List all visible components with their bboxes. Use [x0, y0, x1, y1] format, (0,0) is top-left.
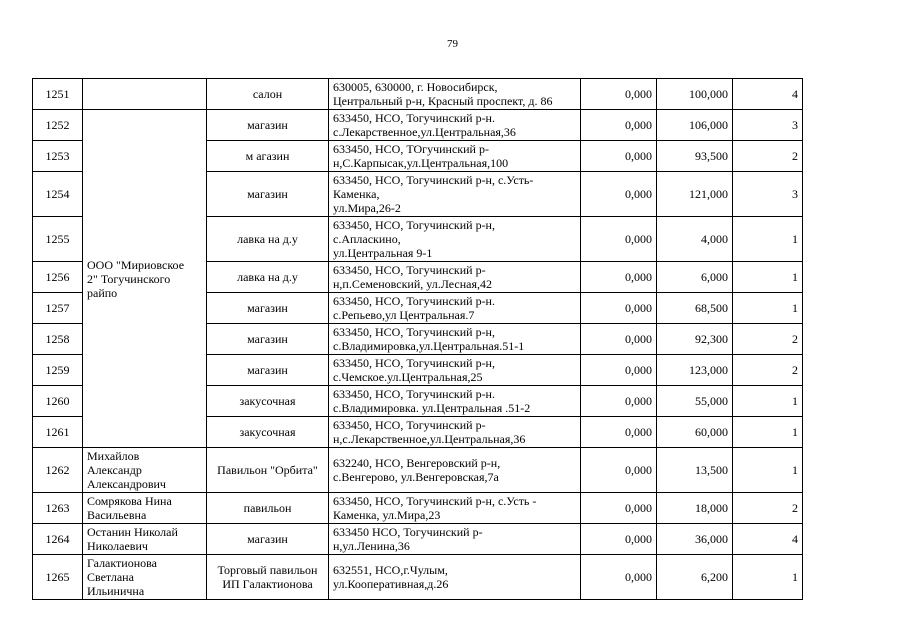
- value-2: 6,200: [657, 555, 733, 600]
- cell-line: 632551, НСО,г.Чулым,: [333, 563, 448, 577]
- table-row: [33, 493, 803, 524]
- cell-line: н,п.Семеновский, ул.Лесная,42: [333, 277, 492, 291]
- object-type: Павильон "Орбита": [207, 448, 329, 493]
- address-cell: [329, 79, 581, 110]
- value-3: 3: [733, 172, 803, 217]
- cell-line: 632240, НСО, Венгеровский р-н,: [333, 456, 501, 470]
- cell-line: Светлана: [87, 570, 134, 584]
- cell-line: 633450, НСО, Тогучинский р-н.: [333, 111, 495, 125]
- address-cell: [329, 417, 581, 448]
- cell-line: 630005, 630000, г. Новосибирск,: [333, 80, 498, 94]
- organization-cell: [83, 448, 207, 493]
- value-2: 92,300: [657, 324, 733, 355]
- address-cell: [329, 386, 581, 417]
- address-cell: [329, 217, 581, 262]
- cell-line: ООО "Мириовское: [87, 257, 185, 272]
- value-1: 0,000: [581, 141, 657, 172]
- cell-line: с.Апласкино,: [333, 232, 401, 246]
- cell-line: Михайлов: [87, 449, 140, 463]
- value-1: 0,000: [581, 172, 657, 217]
- object-type: павильон: [207, 493, 329, 524]
- cell-line: с.Владимировка. ул.Центральная .51-2: [333, 401, 531, 415]
- object-type: лавка на д.у: [207, 262, 329, 293]
- value-1: 0,000: [581, 493, 657, 524]
- value-3: 2: [733, 141, 803, 172]
- cell-line: 633450, НСО, Тогучинский р-н,: [333, 356, 495, 370]
- cell-line: Васильевна: [87, 508, 147, 522]
- object-type: салон: [207, 79, 329, 110]
- organization-cell: [83, 493, 207, 524]
- row-number: 1259: [33, 355, 83, 386]
- cell-line: 633450, НСО, Тогучинский р-н, с.Усть -: [333, 494, 537, 508]
- address-cell: [329, 293, 581, 324]
- object-type: магазин: [207, 324, 329, 355]
- value-2: 68,500: [657, 293, 733, 324]
- value-1: 0,000: [581, 217, 657, 262]
- value-1: 0,000: [581, 555, 657, 600]
- cell-line: ИП Галактионова: [222, 577, 313, 591]
- cell-line: райпо: [87, 285, 118, 300]
- cell-line: н,С.Карпысак,ул.Центральная,100: [333, 156, 509, 170]
- value-1: 0,000: [581, 386, 657, 417]
- value-3: 3: [733, 110, 803, 141]
- cell-line: Ильинична: [87, 584, 145, 598]
- cell-line: Каменка, ул.Мира,23: [333, 508, 441, 522]
- value-2: 13,500: [657, 448, 733, 493]
- value-3: 2: [733, 493, 803, 524]
- object-type: магазин: [207, 293, 329, 324]
- row-number: 1262: [33, 448, 83, 493]
- value-1: 0,000: [581, 524, 657, 555]
- value-2: 123,000: [657, 355, 733, 386]
- value-3: 1: [733, 293, 803, 324]
- row-number: 1258: [33, 324, 83, 355]
- cell-line: с.Венгерово, ул.Венгеровская,7а: [333, 470, 499, 484]
- table-row: [33, 555, 803, 600]
- cell-line: 633450 НСО, Тогучинский р-: [333, 525, 483, 539]
- row-number: 1255: [33, 217, 83, 262]
- value-1: 0,000: [581, 417, 657, 448]
- value-1: 0,000: [581, 324, 657, 355]
- cell-line: с.Чемское.ул.Центральная,25: [333, 370, 483, 384]
- row-number: 1257: [33, 293, 83, 324]
- object-type: лавка на д.у: [207, 217, 329, 262]
- address-cell: [329, 110, 581, 141]
- table-row: [33, 448, 803, 493]
- value-2: 36,000: [657, 524, 733, 555]
- address-cell: [329, 172, 581, 217]
- object-type: [207, 555, 329, 600]
- value-1: 0,000: [581, 448, 657, 493]
- value-2: 100,000: [657, 79, 733, 110]
- object-type: магазин: [207, 355, 329, 386]
- cell-line: 633450, НСО, Тогучинский р-н.: [333, 387, 495, 401]
- value-2: 106,000: [657, 110, 733, 141]
- cell-line: н,с.Лекарственное,ул.Центральная,36: [333, 432, 526, 446]
- address-cell: [329, 324, 581, 355]
- organization-cell: [83, 524, 207, 555]
- address-cell: [329, 355, 581, 386]
- cell-line: Галактионова: [87, 556, 157, 570]
- object-type: закусочная: [207, 386, 329, 417]
- organization-cell: [83, 110, 207, 448]
- cell-line: 633450, НСО, Тогучинский р-н,: [333, 218, 495, 232]
- cell-line: с.Владимировка,ул.Центральная.51-1: [333, 339, 525, 353]
- value-2: 18,000: [657, 493, 733, 524]
- page-number: 79: [447, 38, 458, 50]
- row-number: 1254: [33, 172, 83, 217]
- object-type: магазин: [207, 172, 329, 217]
- object-type: магазин: [207, 110, 329, 141]
- value-3: 4: [733, 79, 803, 110]
- registry-table: [32, 78, 803, 600]
- value-2: 55,000: [657, 386, 733, 417]
- value-2: 6,000: [657, 262, 733, 293]
- cell-line: с.Лекарственное,ул.Центральная,36: [333, 125, 516, 139]
- cell-line: 633450, НСО, Тогучинский р-: [333, 418, 486, 432]
- row-number: 1265: [33, 555, 83, 600]
- value-3: 1: [733, 448, 803, 493]
- address-cell: [329, 141, 581, 172]
- value-1: 0,000: [581, 293, 657, 324]
- object-type: м агазин: [207, 141, 329, 172]
- cell-line: Александрович: [87, 477, 166, 491]
- value-2: 4,000: [657, 217, 733, 262]
- cell-line: 633450, НСО, Тогучинский р-н,: [333, 325, 495, 339]
- cell-line: 633450, НСО, ТОгучинский р-: [333, 142, 489, 156]
- cell-line: 633450, НСО, Тогучинский р-: [333, 263, 486, 277]
- cell-line: Останин Николай: [87, 525, 178, 539]
- cell-line: Сомрякова Нина: [87, 494, 172, 508]
- cell-line: ул.Мира,26-2: [333, 201, 401, 215]
- cell-line: ул.Кооперативная,д.26: [333, 577, 449, 591]
- value-3: 1: [733, 262, 803, 293]
- organization-cell: [83, 79, 207, 110]
- value-1: 0,000: [581, 355, 657, 386]
- row-number: 1260: [33, 386, 83, 417]
- row-number: 1264: [33, 524, 83, 555]
- organization-cell: [83, 555, 207, 600]
- address-cell: [329, 262, 581, 293]
- value-2: 121,000: [657, 172, 733, 217]
- address-cell: [329, 524, 581, 555]
- cell-line: 633450, НСО, Тогучинский р-н, с.Усть-: [333, 173, 534, 187]
- row-number: 1252: [33, 110, 83, 141]
- row-number: 1251: [33, 79, 83, 110]
- cell-line: н,ул.Ленина,36: [333, 539, 410, 553]
- row-number: 1253: [33, 141, 83, 172]
- cell-line: Александр: [87, 463, 142, 477]
- cell-line: с.Репьево,ул Центральная.7: [333, 308, 475, 322]
- cell-line: ул.Центральная 9-1: [333, 246, 433, 260]
- table-row: [33, 79, 803, 110]
- value-3: 2: [733, 355, 803, 386]
- value-3: 1: [733, 417, 803, 448]
- value-3: 1: [733, 217, 803, 262]
- object-type: магазин: [207, 524, 329, 555]
- value-3: 4: [733, 524, 803, 555]
- object-type: закусочная: [207, 417, 329, 448]
- cell-line: Николаевич: [87, 539, 148, 553]
- cell-line: 633450, НСО, Тогучинский р-н.: [333, 294, 495, 308]
- cell-line: Торговый павильон: [217, 563, 318, 577]
- row-number: 1263: [33, 493, 83, 524]
- table-row: [33, 110, 803, 141]
- value-1: 0,000: [581, 79, 657, 110]
- value-3: 2: [733, 324, 803, 355]
- row-number: 1261: [33, 417, 83, 448]
- value-1: 0,000: [581, 262, 657, 293]
- address-cell: [329, 448, 581, 493]
- cell-line: 2" Тогучинского: [87, 271, 171, 286]
- cell-line: Каменка,: [333, 187, 380, 201]
- value-3: 1: [733, 386, 803, 417]
- cell-line: Центральный р-н, Красный проспект, д. 86: [333, 94, 553, 108]
- address-cell: [329, 493, 581, 524]
- value-2: 60,000: [657, 417, 733, 448]
- table-row: [33, 524, 803, 555]
- value-3: 1: [733, 555, 803, 600]
- address-cell: [329, 555, 581, 600]
- row-number: 1256: [33, 262, 83, 293]
- value-2: 93,500: [657, 141, 733, 172]
- value-1: 0,000: [581, 110, 657, 141]
